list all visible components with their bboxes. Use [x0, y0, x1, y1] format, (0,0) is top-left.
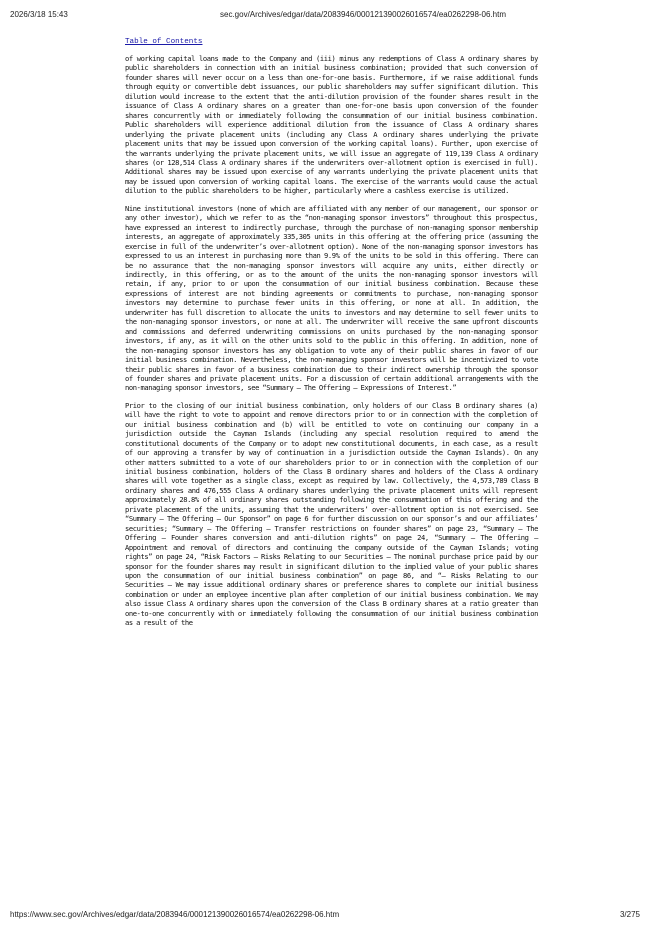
browser-print-footer — [10, 910, 652, 924]
table-of-contents-link[interactable]: Table of Contents — [125, 38, 203, 46]
print-datetime: 2026/3/18 15:43 — [10, 10, 68, 19]
print-footer-url: https://www.sec.gov/Archives/edgar/data/2083946/000121390026016574/ea0262298-06.htm — [10, 910, 340, 919]
document-body — [125, 38, 538, 636]
paragraph-voting-rights: Prior to the closing of our initial business combination, only holders of our Class B ordinary shares (a) will have the right to vote to appoint and remove directors prior to or in connection with the completion of our initial business combination and (b) will be entitled to vote on continuing our company in a jurisdiction outside the Cayman Islands (including any special resolution required to amend the constitutional documents of the Company or to adopt new constitutional documents, in each case, as a result of our approving a transfer by way of continuation in a jurisdiction outside the Cayman Islands). On any other matters submitted to a vote of our shareholders prior to or in connection with the completion of our initial business combination, holders of the Class B ordinary shares and holders of the Class A ordinary shares will vote together as a single class, except as required by law. Collectively, the 4,573,789 Class B ordinary shares and 476,555 Class A ordinary shares underlying the private placement units will represent approximately 28.8% of all ordinary shares outstanding following the consummation of this offering and the private placement of the units, assuming that the underwriters’ over-allotment option is not exercised. See “Summary — The Offering — Our Sponsor” on page 6 for further discussion on our sponsor’s and our affiliates’ securities; “Summary — The Offering — Transfer restrictions on founder shares” on page 23, “Summary — The Offering — Founder shares conversion and anti-dilution rights” on page 24, “Summary — The Offering — Appointment and removal of directors and continuing the company outside of the Cayman Islands; voting rights” on page 24, “Risk Factors — Risks Relating to our Securities — The nominal purchase price paid by our sponsor for the founder shares may result in significant dilution to the implied value of your public shares upon the consummation of our initial business combination” on page 86, and “— Risks Relating to our Securities — We may issue additional ordinary shares or preference shares to complete our initial business combination or under an employee incentive plan after completion of our initial business combination. We may also issue Class A ordinary shares upon the conversion of the Class B ordinary shares at a ratio greater than one-to-one concurrently with or immediately following the consummation of our initial business combination as a result of the — [125, 400, 538, 628]
page-number: 3/275 — [619, 910, 640, 919]
paragraph-dilution: of working capital loans made to the Company and (iii) minus any redemptions of Class A ordinary shares by public shareholders in connection with an initial business combination; provided that such conversion of founder shares will never occur on a less than one-for-one basis. Furthermore, if we raise additional funds through equity or convertible debt issuances, our public shareholders may suffer significant dilution. This dilution would increase to the extent that the anti-dilution provision of the founder shares result in the issuance of Class A ordinary shares on a greater than one-for-one basis upon conversion of the founder shares concurrently with or immediately following the consummation of our initial business combination. Public shareholders will experience additional dilution from the issuance of Class A ordinary shares underlying the private placement units (including any Class A ordinary shares underlying the private placement units that may be issued upon conversion of the working capital loans). Further, upon exercise of the warrants underlying the private placement units, we will issue an aggregate of 119,139 Class A ordinary shares (or 128,514 Class A ordinary shares if the underwriters over-allotment option is exercised in full). Additional shares may be issued upon exercise of any warrants underlying the private placement units that may be issued upon conversion of working capital loans. The exercise of the warrants would cause the actual dilution to the public shareholders to be higher, particularly where a cashless exercise is utilized. — [125, 54, 538, 196]
paragraph-non-managing-investors: Nine institutional investors (none of which are affiliated with any member of our management, our sponsor or any other investor), which we refer to as the “non-managing sponsor investors” throughout this prospectus, have expressed an interest to indirectly purchase, through the purchase of non-managing sponsor membership interests, an aggregate of approximately 335,305 units in this offering at the offering price (assuming the exercise in full of the underwriter’s over-allotment option). None of the non-managing sponsor investors has expressed to us an interest in purchasing more than 9.9% of the units to be sold in this offering. There can be no assurance that the non-managing sponsor investors will acquire any units, either directly or indirectly, in this offering, or as to the amount of the units the non-managing sponsor investors will retain, if any, prior to or upon the consummation of our initial business combination. Because these expressions of interest are not binding agreements or commitments to purchase, non-managing sponsor investors may determine to purchase fewer units in this offering, or none at all. In addition, the underwriter has full discretion to allocate the units to investors and may determine to sell fewer units to the non-managing sponsor investors, or none at all. The underwriter will receive the same upfront discounts and commissions and deferred underwriting commissions on units purchased by the non-managing sponsor investors, if any, as it will on the other units sold to the public in this offering. In addition, none of the non-managing sponsor investors has any obligation to vote any of their public shares in favor of our initial business combination. Nevertheless, the non-managing sponsor investors will be incentivized to vote their public shares in favor of a business combination due to their indirect ownership through the sponsor of founder shares and private placement units. For a discussion of certain additional arrangements with the non-managing sponsor investors, see “Summary — The Offering — Expressions of Interest.” — [125, 203, 538, 393]
print-header-url: sec.gov/Archives/edgar/data/2083946/000121390026016574/ea0262298-06.htm — [220, 10, 507, 19]
browser-print-header — [10, 10, 652, 24]
